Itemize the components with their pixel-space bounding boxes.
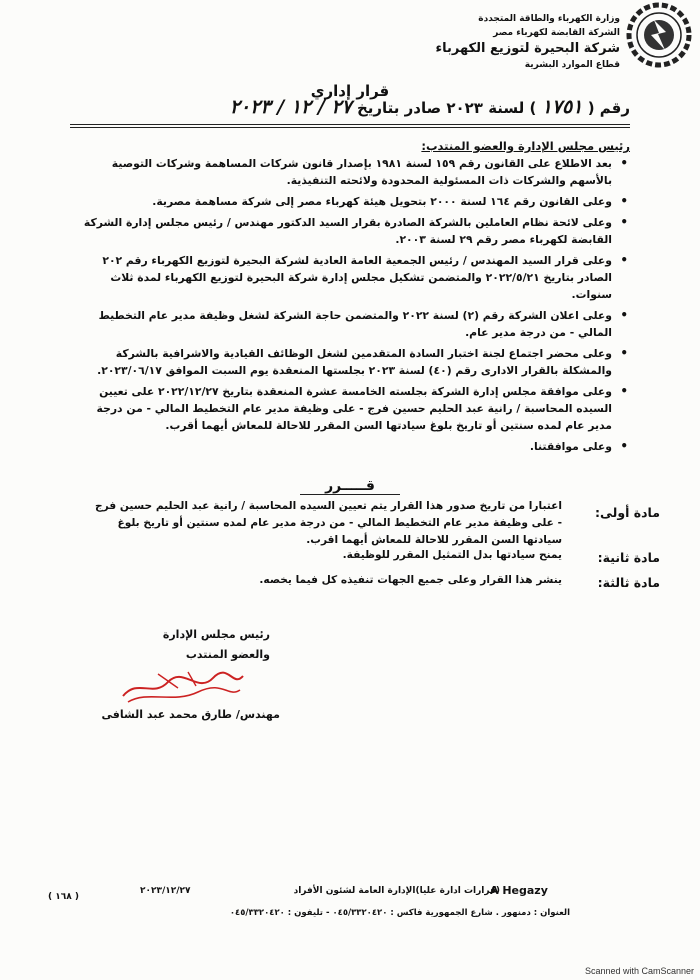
- company-name: شركة البحيرة لتوزيع الكهرباء: [435, 41, 620, 56]
- article-1-label: مادة أولى:: [595, 505, 660, 520]
- preamble-item: • وعلى موافقة مجلس إدارة الشركة بجلسته الخامسة عشرة المنعقدة بتاريخ ٢٠٢٢/١٢/٢٧ على تعيين السيده المحاسبة / رانية عبد الحليم حسين فرج - على وظيفة مدير عام التخطيط المالي - من درجة مدير عام لمده سنتين أو تاريخ بلوغ سيادتها السن المقرر للاحالة للمعاش أيهما أقرب.: [72, 383, 628, 434]
- article-3-label: مادة ثالثة:: [597, 575, 660, 590]
- decision-header: قـــــرر: [325, 478, 375, 494]
- title-rule-2: [70, 127, 630, 128]
- preamble-item: • وعلى قرار السيد المهندس / رئيس الجمعية العامة العادية لشركة البحيرة لتوزيع الكهرباء رقم ٢٠٢ الصادر بتاريخ ٢٠٢٢/٥/٢١ والمتضمن تشكيل مجلس إدارة شركة البحيرة لتوزيع الكهرباء لمدة ثلاث سنوات.: [72, 252, 628, 303]
- handwritten-signature-icon: [118, 668, 248, 708]
- footer-address: العنوان : دمنهور . شارع الجمهورية فاكس : ٠٤٥/٣٣٢٠٤٢٠ - تليفون : ٠٤٥/٣٣٢٠٤٢٠: [229, 908, 570, 918]
- footer-date: ٢٠٢٣/١٢/٢٧: [140, 886, 191, 896]
- preamble-item: • بعد الاطلاع على القانون رقم ١٥٩ لسنة ١٩٨١ بإصدار قانون شركات المساهمة وشركات التوصية بالأسهم والشركات ذات المسئولية المحدودة ولائحته التنفيذية.: [72, 155, 628, 189]
- ministry-name: وزارة الكهرباء والطاقة المتجددة: [478, 14, 620, 24]
- intro-line: رئيس مجلس الإدارة والعضو المنتدب:: [421, 139, 630, 153]
- footer-source: (قرارات ادارة عليا)الإدارة العامة لشئون الأفراد: [293, 886, 500, 896]
- article-1-text: اعتبارا من تاريخ صدور هذا القرار يتم تعيين السيده المحاسبة / رانية عبد الحليم حسين فرج - على وظيفة مدير عام التخطيط المالي - من درجة مدير عام لمده سنتين أو تاريخ بلوغ سيادتها السن المقرر للاحالة للمعاش أيهما اقرب.: [95, 500, 562, 546]
- decision-mid: ) لسنة ٢٠٢٣ صادر بتاريخ: [356, 99, 537, 117]
- article-2-text: يمنح سيادتها بدل التمثيل المقرر للوظيفة.: [342, 549, 562, 561]
- preamble-item: • وعلى اعلان الشركة رقم (٢) لسنة ٢٠٢٢ والمتضمن حاجة الشركة لشغل وظيفة مدير عام التخطيط المالي - من درجة مدير عام.: [72, 307, 628, 341]
- preamble-item: • وعلى محضر اجتماع لجنة اختبار السادة المتقدمين لشغل الوظائف القيادية والاشرافية بالشركة والمشكلة بالقرار الادارى رقم (٤٠) لسنة ٢٠٢٣ بجلستها المنعقدة يوم السبت الموافق ٢٠٢٣/٠٦/١٧.: [72, 345, 628, 379]
- signer-title-2: والعضو المنتدب: [185, 648, 270, 661]
- sector-name: قطاع الموارد البشرية: [524, 60, 620, 70]
- preamble-item: • وعلى موافقتنا.: [72, 438, 628, 455]
- company-logo-icon: [624, 2, 694, 68]
- signer-name: مهندس/ طارق محمد عبد الشافى: [101, 708, 280, 721]
- typist-initials: A Hegazy: [490, 884, 548, 897]
- signer-title-1: رئيس مجلس الإدارة: [162, 628, 270, 641]
- preamble-list: [72, 155, 628, 459]
- page-number: ( ١٦٨ ): [48, 892, 79, 902]
- preamble-item: • وعلى القانون رقم ١٦٤ لسنة ٢٠٠٠ بتحويل هيئة كهرباء مصر إلى شركة مساهمة مصرية.: [72, 193, 628, 210]
- decision-header-rule: [300, 494, 400, 495]
- holding-company-name: الشركة القابضة لكهرباء مصر: [493, 28, 620, 38]
- decision-number-line: [70, 96, 630, 118]
- decision-prefix: رقم (: [587, 99, 630, 117]
- decision-number: ١٧٥١: [541, 96, 583, 118]
- document-title: قرار إداري: [310, 82, 390, 100]
- decision-date: ٢٧ / ١٢ / ٢٠٢٣: [229, 96, 352, 118]
- scanner-watermark: Scanned with CamScanner: [584, 966, 694, 976]
- article-3-text: ينشر هذا القرار وعلى جميع الجهات تنفيذه كل فيما يخصه.: [259, 574, 562, 586]
- preamble-item: • وعلى لائحة نظام العاملين بالشركة الصادرة بقرار السيد الدكتور مهندس / رئيس مجلس إدارة الشركة القابضة لكهرباء مصر رقم ٢٩ لسنة ٢٠٠٣.: [72, 214, 628, 248]
- title-rule: [70, 124, 630, 125]
- article-2-label: مادة ثانية:: [597, 550, 660, 565]
